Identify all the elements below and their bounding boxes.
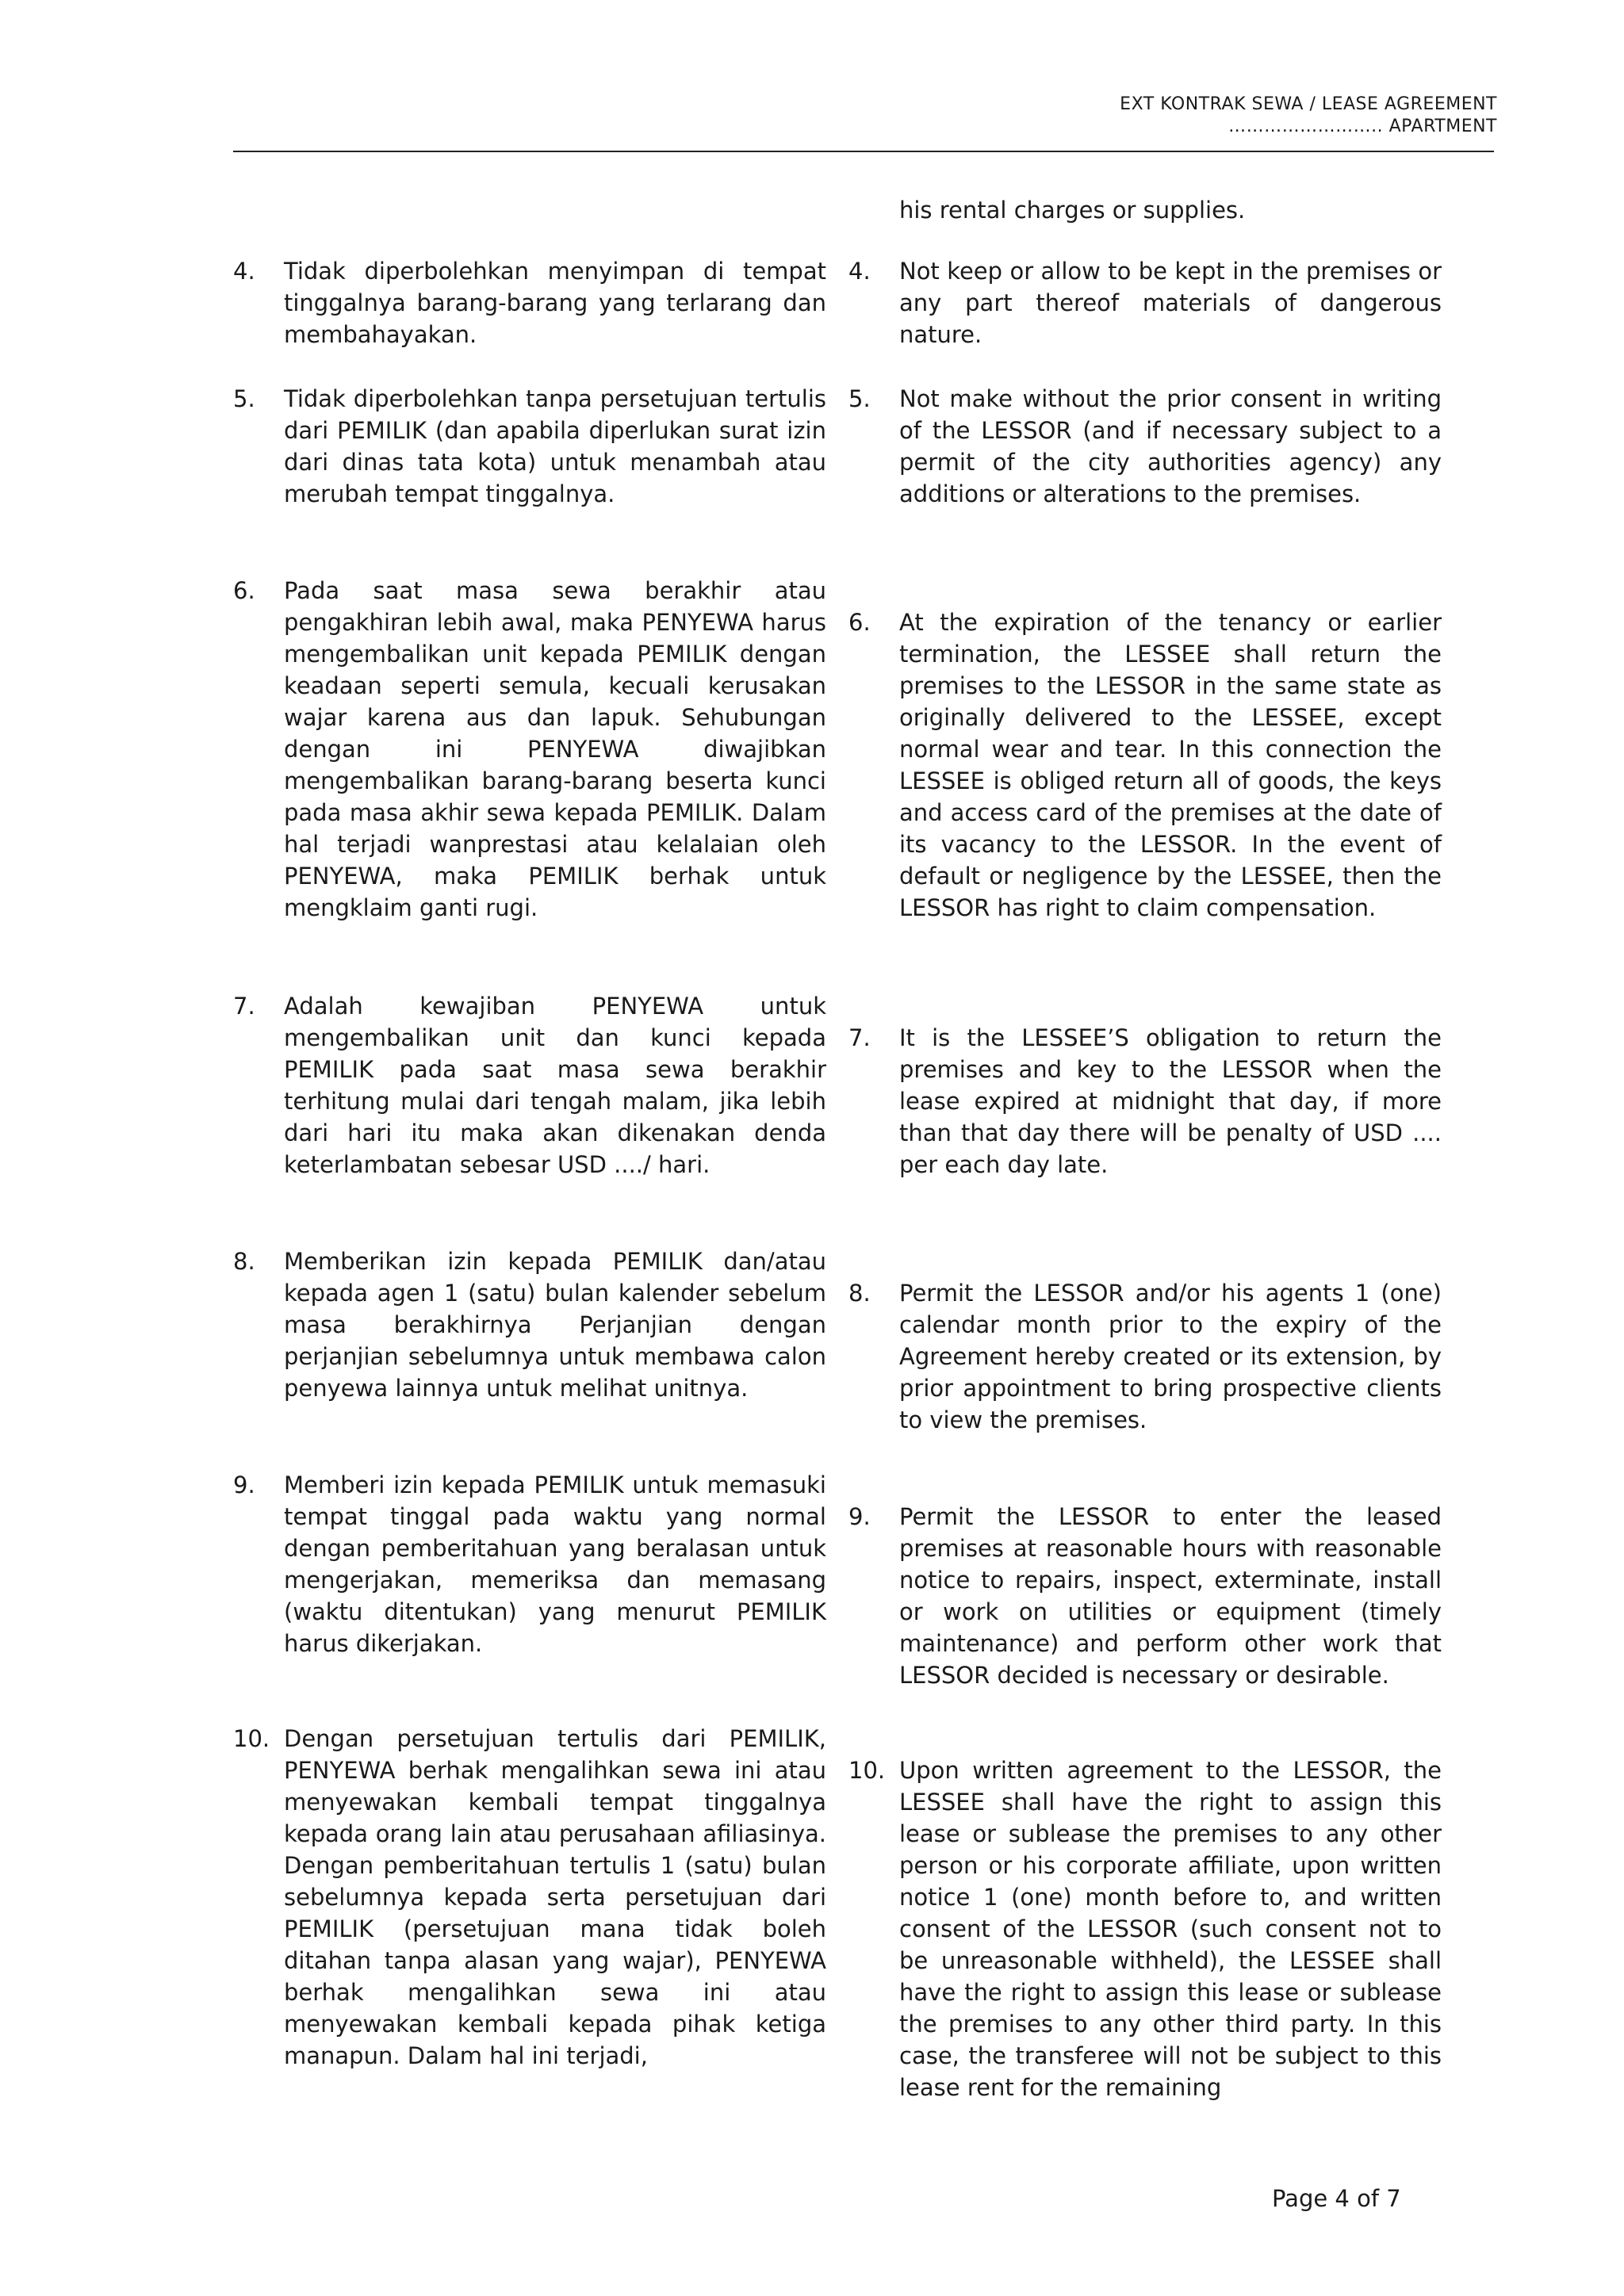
clause-number: 10. [233, 1725, 270, 1752]
clause-number: 10. [848, 1757, 886, 1784]
clause-number: 7. [848, 1024, 871, 1051]
clause-text: Upon written agreement to the LESSOR, the LESSEE shall have the right to assign this lease or sublease the premises to any other person or his corporate affiliate, upon written notice 1 (one) month before to, and written consent of the LESSOR (such consent not to be unreasonable withheld), the LESSEE shall have the right to assign this lease or sublease the premises to any other third party. In this case, the transferee will not be subject to this lease rent for the remaining [899, 1757, 1442, 2101]
clause-number: 7. [233, 993, 255, 1020]
clause-text: Not keep or allow to be kept in the premises or any part thereof materials of dangerous nature. [899, 258, 1442, 348]
clause-number: 4. [233, 258, 255, 285]
document-header [1120, 94, 1497, 138]
clause-number: 6. [848, 609, 871, 636]
clause-number: 8. [848, 1280, 871, 1307]
clause-text: Memberikan izin kepada PEMILIK dan/atau kepada agen 1 (satu) bulan kalender sebelum masa berakhirnya Perjanjian dengan perjanjian sebelumnya untuk membawa calon penyewa lainnya untuk melihat unitnya. [284, 1248, 826, 1402]
clause-text: Tidak diperbolehkan tanpa persetujuan tertulis dari PEMILIK (dan apabila diperlukan surat izin dari dinas tata kota) untuk menambah atau merubah tempat tinggalnya. [284, 385, 826, 507]
clause-number: 5. [848, 385, 871, 412]
continuation-text: his rental charges or supplies. [899, 197, 1246, 224]
clause-number: 5. [233, 385, 255, 412]
clause-text: Adalah kewajiban PENYEWA untuk mengembalikan unit dan kunci kepada PEMILIK pada saat masa sewa berakhir terhitung mulai dari tengah malam, jika lebih dari hari itu maka akan dikenakan denda keterlambatan sebesar USD ..../ hari. [284, 993, 826, 1178]
clause-number: 9. [233, 1471, 255, 1498]
header-title: EXT KONTRAK SEWA / LEASE AGREEMENT [1120, 94, 1497, 114]
clause-text: Permit the LESSOR and/or his agents 1 (one) calendar month prior to the expiry of the Agreement hereby created or its extension, by prior appointment to bring prospective clients to view the premises. [899, 1280, 1442, 1433]
clause-number: 9. [848, 1503, 871, 1530]
header-divider [233, 151, 1494, 152]
header-subtitle: …………………….. APARTMENT [1228, 117, 1497, 136]
clause-text: Tidak diperbolehkan menyimpan di tempat tinggalnya barang-barang yang terlarang dan membahayakan. [284, 258, 826, 348]
clause-text: Dengan persetujuan tertulis dari PEMILIK, PENYEWA berhak mengalihkan sewa ini atau menyewakan kembali tempat tinggalnya kepada orang lain atau perusahaan afiliasinya. Dengan pemberitahuan tertulis 1 (satu) bulan sebelumnya kepada serta persetujuan dari PEMILIK (persetujuan mana tidak boleh ditahan tanpa alasan yang wajar), PENYEWA berhak mengalihkan sewa ini atau menyewakan kembali kepada pihak ketiga manapun. Dalam hal ini terjadi, [284, 1725, 826, 2069]
clause-text: Memberi izin kepada PEMILIK untuk memasuki tempat tinggal pada waktu yang normal dengan pemberitahuan yang beralasan untuk mengerjakan, memeriksa dan memasang (waktu ditentukan) yang menurut PEMILIK harus dikerjakan. [284, 1471, 826, 1657]
page-number: Page 4 of 7 [1272, 2185, 1401, 2212]
clause-text: Pada saat masa sewa berakhir atau pengakhiran lebih awal, maka PENYEWA harus mengembalikan unit kepada PEMILIK dengan keadaan seperti semula, kecuali kerusakan wajar karena aus dan lapuk. Sehubungan dengan ini PENYEWA diwajibkan mengembalikan barang-barang beserta kunci pada masa akhir sewa kepada PEMILIK. Dalam hal terjadi wanprestasi atau kelalaian oleh PENYEWA, maka PEMILIK berhak untuk mengklaim ganti rugi. [284, 577, 826, 921]
clause-text: Permit the LESSOR to enter the leased premises at reasonable hours with reasonable notice to repairs, inspect, exterminate, install or work on utilities or equipment (timely maintenance) and perform other work that LESSOR decided is necessary or desirable. [899, 1503, 1442, 1689]
clause-number: 4. [848, 258, 871, 285]
clause-number: 8. [233, 1248, 255, 1275]
clause-number: 6. [233, 577, 255, 604]
clause-text: It is the LESSEE’S obligation to return the premises and key to the LESSOR when the lease expired at midnight that day, if more than that day there will be penalty of USD .... per each day late. [899, 1024, 1442, 1178]
clause-text: At the expiration of the tenancy or earlier termination, the LESSEE shall return the premises to the LESSOR in the same state as originally delivered to the LESSEE, except normal wear and tear. In this connection the LESSEE is obliged return all of goods, the keys and access card of the premises at the date of its vacancy to the LESSOR. In the event of default or negligence by the LESSEE, then the LESSOR has right to claim compensation. [899, 609, 1442, 921]
clause-text: Not make without the prior consent in writing of the LESSOR (and if necessary subject to a permit of the city authorities agency) any additions or alterations to the premises. [899, 385, 1442, 507]
